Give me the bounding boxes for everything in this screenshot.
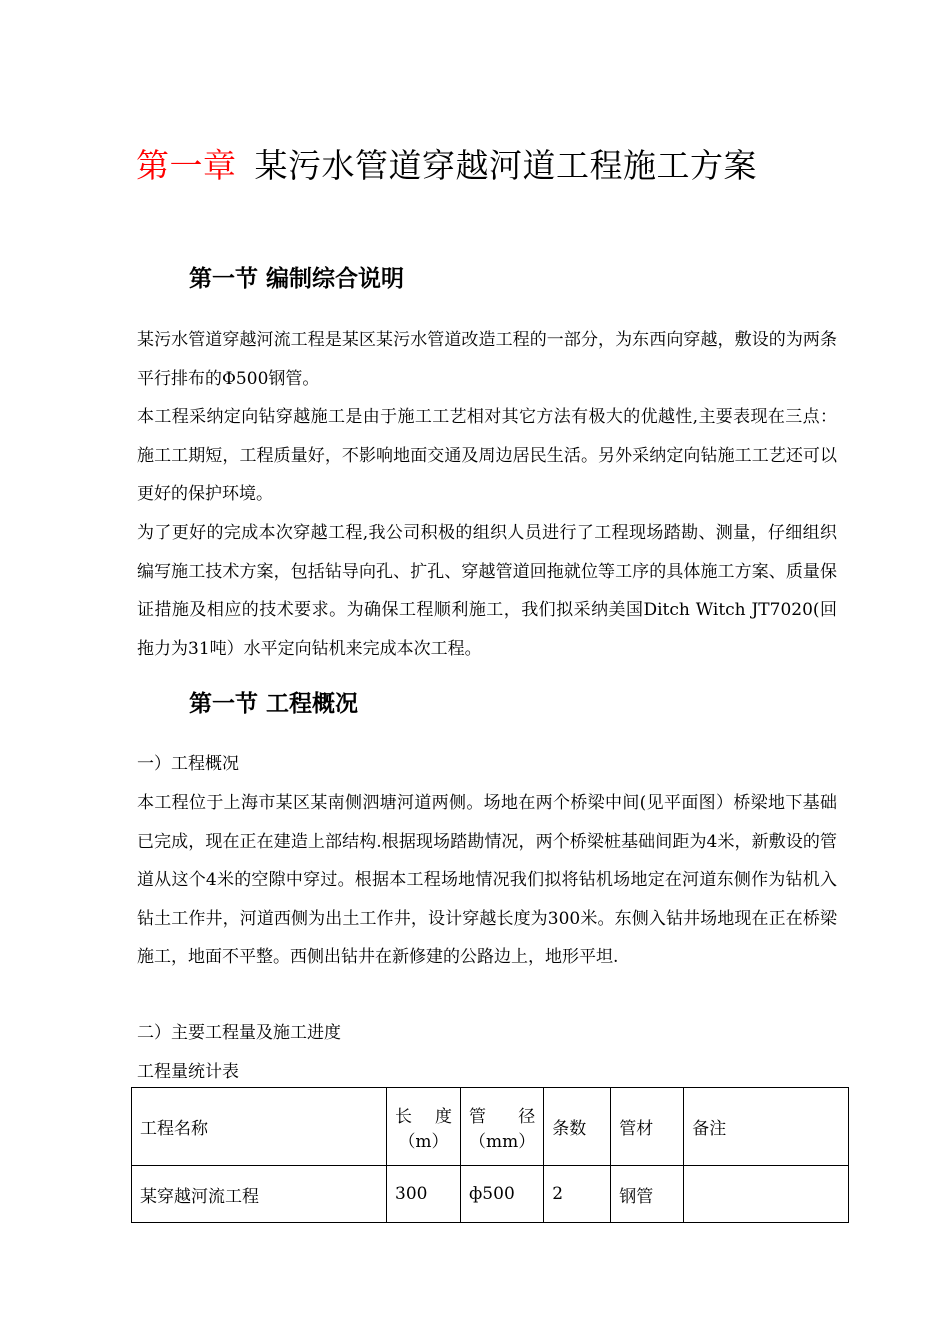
header-length — [387, 1088, 461, 1166]
header-length-unit: （m） — [398, 1131, 449, 1152]
cell-count: 2 — [544, 1166, 611, 1223]
header-name: 工程名称 — [132, 1088, 387, 1166]
paragraph-overview: 本工程位于上海市某区某南侧泗塘河道两侧。场地在两个桥梁中间(见平面图）桥梁地下基础已完成，现在正在建造上部结构.根据现场踏勘情况，两个桥梁桩基础间距为4米，新敷设的管道从这个4米的空隙中穿过。根据本工程场地情况我们拟将钻机场地定在河道东侧作为钻机入钻土工作井，河道西侧为出土工作井，设计穿越长度为300米。东侧入钻井场地现在正在桥梁施工，地面不平整。西侧出钻井在新修建的公路边上，地形平坦. — [137, 793, 837, 967]
cell-material: 钢管 — [611, 1166, 684, 1223]
cell-remark — [684, 1166, 849, 1223]
header-diameter-label: 管径 — [469, 1106, 536, 1127]
quantity-table — [131, 1087, 849, 1223]
subheading-overview: 一）工程概况 — [137, 754, 239, 774]
section-title-compilation: 第一节 编制综合说明 — [189, 266, 405, 292]
cell-name: 某穿越河流工程 — [132, 1166, 387, 1223]
paragraph-method: 本工程采纳定向钻穿越施工是由于施工工艺相对其它方法有极大的优越性,主要表现在三点：施工工期短，工程质量好，不影响地面交通及周边居民生活。另外采纳定向钻施工工艺还可以更好的保护环境。 — [137, 407, 837, 504]
chapter-label: 第一章 — [136, 146, 237, 185]
cell-diameter: ф500 — [461, 1166, 544, 1223]
table-caption: 工程量统计表 — [137, 1062, 239, 1082]
header-diameter-unit: （mm） — [469, 1131, 536, 1152]
chapter-title-text: 某污水管道穿越河道工程施工方案 — [254, 146, 757, 185]
header-length-label: 长度 — [395, 1106, 452, 1127]
header-diameter — [461, 1088, 544, 1166]
table-header-row — [132, 1088, 849, 1166]
paragraph-intro: 某污水管道穿越河流工程是某区某污水管道改造工程的一部分，为东西向穿越，敷设的为两条平行排布的Φ500钢管。 — [137, 330, 837, 389]
section-title-overview: 第一节 工程概况 — [189, 691, 359, 717]
table-row — [132, 1166, 849, 1223]
cell-length: 300 — [387, 1166, 461, 1223]
chapter-title — [136, 140, 896, 192]
header-material: 管材 — [611, 1088, 684, 1166]
paragraph-plan: 为了更好的完成本次穿越工程,我公司积极的组织人员进行了工程现场踏勘、测量，仔细组织编写施工技术方案，包括钻导向孔、扩孔、穿越管道回拖就位等工序的具体施工方案、质量保证措施及相应的技术要求。为确保工程顺利施工，我们拟采纳美国Ditch Witch JT7020(回拖力为31吨）水平定向钻机来完成本次工程。 — [137, 523, 837, 659]
subheading-quantities: 二）主要工程量及施工进度 — [137, 1023, 341, 1043]
header-remark: 备注 — [684, 1088, 849, 1166]
header-count: 条数 — [544, 1088, 611, 1166]
